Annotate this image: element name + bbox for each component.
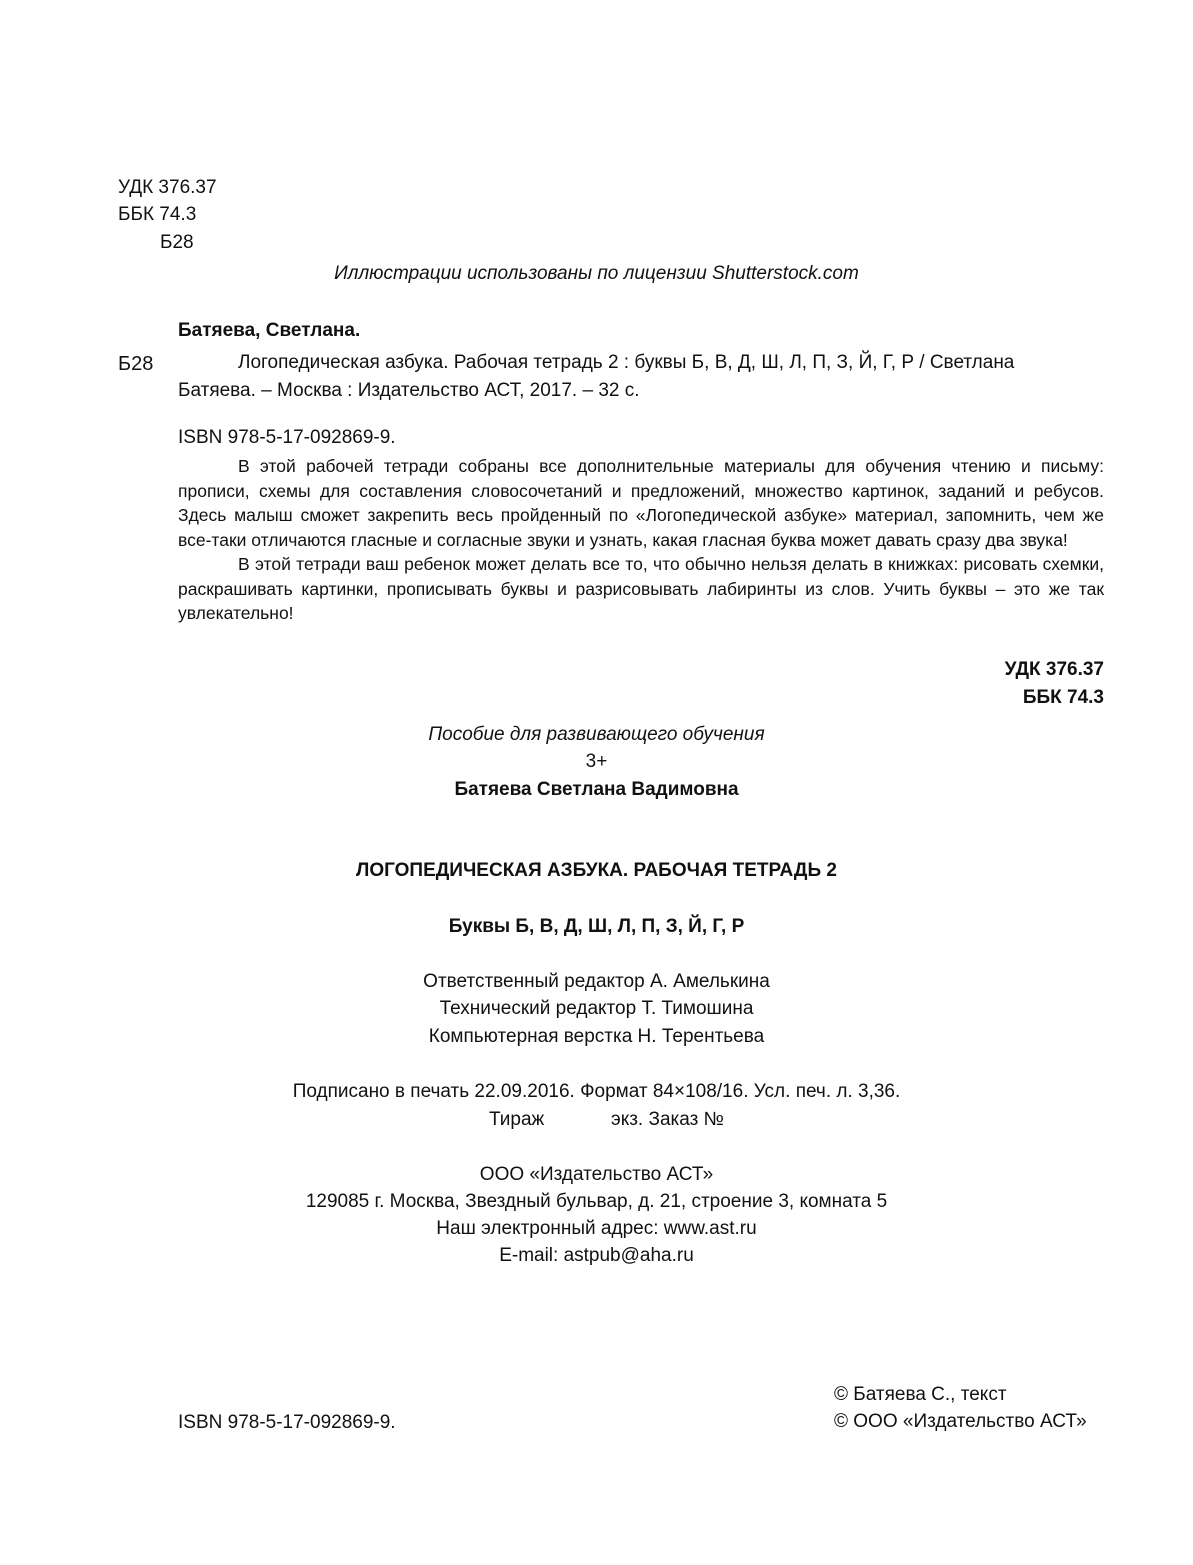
responsible-editor: Ответственный редактор А. Амелькина — [423, 971, 770, 992]
author-full-name: Батяева Светлана Вадимовна — [454, 779, 739, 800]
print-info: Подписано в печать 22.09.2016. Формат 84×108/16. Усл. печ. л. 3,36. — [292, 1081, 901, 1102]
bib-isbn: ISBN 978-5-17-092869-9. — [178, 427, 396, 448]
genre-label: Пособие для развивающего обучения — [428, 724, 765, 745]
publisher-website: Наш электронный адрес: www.ast.ru — [436, 1218, 757, 1239]
publisher-name: ООО «Издательство АСТ» — [479, 1164, 714, 1185]
bib-code: Б28 — [118, 353, 154, 375]
technical-editor: Технический редактор Т. Тимошина — [439, 998, 754, 1019]
bib-line-1: Логопедическая азбука. Рабочая тетрадь 2 : буквы Б, В, Д, Ш, Л, П, З, Й, Г, Р / Светлана — [238, 352, 1015, 373]
footer-isbn: ISBN 978-5-17-092869-9. — [178, 1412, 396, 1433]
copyright-publisher: © ООО «Издательство АСТ» — [834, 1411, 1087, 1432]
illustrations-note: Иллюстрации использованы по лицензии Shutterstock.com — [334, 263, 859, 284]
annotation-paragraph-1: В этой рабочей тетради собраны все дополнительные материалы для обучения чтению и письму: прописи, схемы для составления словосочетаний и предложений, множество картинок, заданий и ребусов. Здесь малыш сможет закрепить весь пройденный по «Логопедической азбуке» материал, запомнить, чем же все-таки отличаются гласные и согласные звуки и узнать, какая гласная буква может давать сразу два звука! — [178, 456, 1104, 550]
age-rating: 3+ — [585, 751, 608, 772]
print-run-label: Тираж — [489, 1109, 545, 1130]
copyright-author: © Батяева С., текст — [834, 1384, 1007, 1405]
bib-line-2: Батяева. – Москва : Издательство АСТ, 2017. – 32 с. — [178, 380, 640, 401]
annotation-paragraph-2: В этой тетради ваш ребенок может делать все то, что обычно нельзя делать в книжках: рисовать схемки, раскрашивать картинки, прописывать буквы и разрисовывать лабиринты из слов. Учить буквы – это же так увлекательно! — [178, 554, 1104, 623]
annotation — [178, 454, 1104, 626]
author-heading: Батяева, Светлана. — [178, 320, 361, 341]
print-run-order: экз. Заказ № — [611, 1109, 724, 1130]
author-code: Б28 — [160, 232, 194, 253]
book-title: ЛОГОПЕДИЧЕСКАЯ АЗБУКА. РАБОЧАЯ ТЕТРАДЬ 2 — [356, 860, 837, 881]
right-bbk: ББК 74.3 — [1022, 687, 1104, 708]
udk-code: УДК 376.37 — [118, 177, 217, 198]
book-subtitle: Буквы Б, В, Д, Ш, Л, П, З, Й, Г, Р — [448, 916, 745, 937]
publisher-address: 129085 г. Москва, Звездный бульвар, д. 21, строение 3, комната 5 — [305, 1191, 888, 1212]
right-udk: УДК 376.37 — [1004, 659, 1104, 680]
publisher-email: E-mail: astpub@aha.ru — [499, 1245, 694, 1266]
layout-designer: Компьютерная верстка Н. Терентьева — [428, 1026, 765, 1047]
bbk-code: ББК 74.3 — [118, 204, 197, 225]
